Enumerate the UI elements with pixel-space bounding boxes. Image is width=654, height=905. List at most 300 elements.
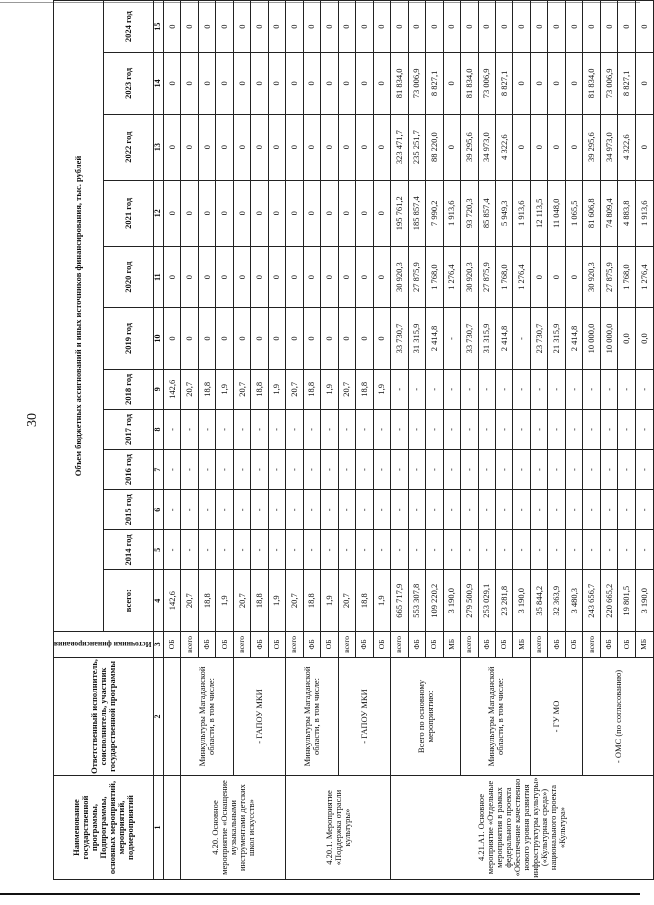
funding-source-cell: ОБ [426, 631, 443, 657]
year-value-cell: 18,8 [198, 369, 215, 409]
year-value-cell: - [198, 450, 215, 490]
executor-cell: - ОМС (по согласованию) [583, 657, 653, 775]
year-value-cell: - [443, 490, 460, 530]
year-value-cell: 33 730,7 [391, 308, 408, 369]
col-header-year: 2015 год [104, 490, 154, 530]
table-row [391, 1, 408, 880]
year-value-cell: - [600, 450, 617, 490]
year-value-cell: 12 113,5 [530, 180, 547, 246]
year-value-cell: - [321, 530, 338, 570]
year-value-cell: 0 [356, 180, 373, 246]
year-value-cell: - [251, 490, 268, 530]
year-value-cell: - [303, 409, 320, 449]
year-value-cell: - [233, 450, 250, 490]
total-value-cell: 243 656,7 [583, 570, 600, 631]
year-value-cell: 31 315,9 [478, 308, 495, 369]
year-value-cell: 0 [181, 180, 198, 246]
year-value-cell: 27 875,9 [408, 246, 425, 307]
total-value-cell: 3 190,0 [513, 570, 530, 631]
funding-source-cell: ФБ [478, 631, 495, 657]
year-value-cell: 1 276,4 [443, 246, 460, 307]
col-header-year: 2014 год [104, 530, 154, 570]
funding-source-cell: всего [286, 631, 303, 657]
col-header-year: 2019 год [104, 308, 154, 369]
year-value-cell: 0 [530, 1, 547, 53]
total-value-cell: 3 190,0 [635, 570, 653, 631]
year-value-cell: 31 315,9 [408, 308, 425, 369]
year-value-cell: 0 [198, 1, 215, 53]
total-value-cell: 3 190,0 [443, 570, 460, 631]
year-value-cell: 0 [303, 180, 320, 246]
total-value-cell: 20,7 [338, 570, 355, 631]
year-value-cell: - [565, 490, 582, 530]
executor-cell: Минкультуры Магаданской области, в том числе: [461, 657, 531, 775]
total-value-cell: 20,7 [181, 570, 198, 631]
year-value-cell: 20,7 [338, 369, 355, 409]
year-value-cell: 0 [303, 246, 320, 307]
year-value-cell: - [321, 490, 338, 530]
year-value-cell: 0 [635, 53, 653, 114]
year-value-cell: - [356, 530, 373, 570]
year-value-cell: 0 [216, 308, 233, 369]
year-value-cell: 0 [321, 114, 338, 180]
funding-source-cell: ФБ [600, 631, 617, 657]
table-row [286, 1, 303, 880]
year-value-cell: 39 295,6 [461, 114, 478, 180]
year-value-cell: - [408, 369, 425, 409]
year-value-cell: 0 [373, 246, 390, 307]
year-value-cell: 0 [565, 1, 582, 53]
year-value-cell: - [216, 530, 233, 570]
year-value-cell: 0 [478, 1, 495, 53]
year-value-cell: 0 [181, 114, 198, 180]
year-value-cell: 0 [286, 53, 303, 114]
year-value-cell: 0 [216, 114, 233, 180]
year-value-cell: 0 [303, 1, 320, 53]
year-value-cell: 0 [216, 180, 233, 246]
executor-cell: Минкультуры Магаданской области, в том числе: [286, 657, 338, 775]
year-value-cell: - [618, 450, 635, 490]
year-value-cell: - [496, 409, 513, 449]
year-value-cell: 93 720,3 [461, 180, 478, 246]
year-value-cell: - [635, 369, 653, 409]
col-index-cell: 8 [154, 409, 163, 449]
funding-source-cell: ОБ [216, 631, 233, 657]
year-value-cell: 185 857,4 [408, 180, 425, 246]
year-value-cell: - [198, 490, 215, 530]
year-value-cell: 4 322,6 [618, 114, 635, 180]
bottom-border-line [0, 893, 640, 895]
year-value-cell: - [496, 450, 513, 490]
year-value-cell: 20,7 [233, 369, 250, 409]
year-value-cell: - [286, 490, 303, 530]
year-value-cell: - [618, 530, 635, 570]
year-value-cell: - [496, 530, 513, 570]
funding-source-cell: МБ [635, 631, 653, 657]
funding-source-cell: ОБ [321, 631, 338, 657]
year-value-cell: 0 [303, 53, 320, 114]
col-index-cell: 12 [154, 180, 163, 246]
col-header-source-text: Источники финансирования [54, 640, 152, 650]
year-value-cell: 0 [338, 246, 355, 307]
year-value-cell: 1 913,6 [443, 180, 460, 246]
year-value-cell: 0 [548, 1, 565, 53]
year-value-cell: - [251, 409, 268, 449]
table-row [163, 1, 180, 880]
year-value-cell: - [496, 369, 513, 409]
year-value-cell: 0 [356, 53, 373, 114]
total-value-cell: 553 307,8 [408, 570, 425, 631]
year-value-cell: 0 [198, 114, 215, 180]
year-value-cell: - [461, 409, 478, 449]
executor-cell: - ГАПОУ МКИ [233, 657, 285, 775]
year-value-cell: 8 827,1 [618, 53, 635, 114]
year-value-cell: 0 [163, 114, 180, 180]
col-index-cell: 5 [154, 530, 163, 570]
year-value-cell: 1,9 [268, 369, 285, 409]
year-value-cell: - [618, 369, 635, 409]
year-value-cell: 81 834,0 [461, 53, 478, 114]
funding-source-cell: всего [583, 631, 600, 657]
total-value-cell: 35 844,2 [530, 570, 547, 631]
year-value-cell: - [530, 450, 547, 490]
year-value-cell: 74 809,4 [600, 180, 617, 246]
col-header-year: 2024 год [104, 1, 154, 53]
year-value-cell: - [478, 369, 495, 409]
year-value-cell: - [548, 369, 565, 409]
year-value-cell: 0 [233, 308, 250, 369]
year-value-cell: 0 [356, 246, 373, 307]
year-value-cell: - [443, 409, 460, 449]
year-value-cell: 0 [565, 53, 582, 114]
year-value-cell: - [426, 490, 443, 530]
year-value-cell: 142,6 [163, 369, 180, 409]
year-value-cell: - [478, 490, 495, 530]
table-row [530, 1, 547, 880]
year-value-cell: 2 414,8 [496, 308, 513, 369]
funding-source-cell: всего [233, 631, 250, 657]
year-value-cell: - [618, 409, 635, 449]
funding-source-cell: ФБ [251, 631, 268, 657]
col-index-cell: 14 [154, 53, 163, 114]
year-value-cell: 0 [321, 1, 338, 53]
financing-table [53, 0, 654, 880]
col-index-cell: 4 [154, 570, 163, 631]
funding-source-cell: ФБ [356, 631, 373, 657]
year-value-cell: 0 [338, 180, 355, 246]
year-value-cell: - [635, 490, 653, 530]
year-value-cell: 0 [443, 1, 460, 53]
year-value-cell: 73 006,9 [408, 53, 425, 114]
program-name-cell: 4.20. Основное мероприятие «Оснащение музыкальными инструментами детских школ искусств» [181, 776, 286, 880]
year-value-cell: 0 [373, 1, 390, 53]
year-value-cell: 0 [198, 53, 215, 114]
year-value-cell: 0 [356, 1, 373, 53]
year-value-cell: - [513, 450, 530, 490]
total-value-cell: 253 029,1 [478, 570, 495, 631]
total-value-cell: 32 363,9 [548, 570, 565, 631]
year-value-cell: 0 [513, 1, 530, 53]
year-value-cell: - [478, 409, 495, 449]
col-header-total: всего: [104, 570, 154, 631]
year-value-cell: 0 [565, 246, 582, 307]
year-value-cell: - [426, 450, 443, 490]
year-value-cell: - [181, 490, 198, 530]
year-value-cell: 0 [321, 180, 338, 246]
year-value-cell: - [583, 450, 600, 490]
funding-source-cell: ФБ [303, 631, 320, 657]
total-value-cell: 1,9 [216, 570, 233, 631]
year-value-cell: - [356, 409, 373, 449]
executor-cell [163, 657, 180, 775]
year-value-cell: - [268, 490, 285, 530]
year-value-cell: 81 606,8 [583, 180, 600, 246]
year-value-cell: 0 [338, 1, 355, 53]
year-value-cell: 0 [216, 246, 233, 307]
table-head [54, 1, 164, 880]
col-index-cell: 10 [154, 308, 163, 369]
year-value-cell: - [321, 450, 338, 490]
page-number: 30 [25, 413, 40, 427]
year-value-cell: 0 [233, 246, 250, 307]
year-value-cell: - [443, 308, 460, 369]
col-index-cell: 13 [154, 114, 163, 180]
year-value-cell: 1 768,0 [426, 246, 443, 307]
funding-source-cell: МБ [513, 631, 530, 657]
year-value-cell: - [443, 450, 460, 490]
year-value-cell: 323 471,7 [391, 114, 408, 180]
total-value-cell: 1,9 [321, 570, 338, 631]
executor-cell: - ГАПОУ МКИ [338, 657, 390, 775]
year-value-cell: 0 [496, 1, 513, 53]
year-value-cell: - [181, 409, 198, 449]
col-header-volume: Объем бюджетных ассигнований и иных источников финансирования, тыс. рублей [54, 1, 104, 632]
year-value-cell: 0 [286, 114, 303, 180]
year-value-cell: - [530, 530, 547, 570]
col-index-cell: 9 [154, 369, 163, 409]
year-value-cell: - [426, 530, 443, 570]
year-value-cell: - [600, 490, 617, 530]
year-value-cell: - [583, 530, 600, 570]
year-value-cell: 34 973,0 [600, 114, 617, 180]
year-value-cell: - [635, 450, 653, 490]
col-index-cell: 2 [154, 657, 163, 775]
year-value-cell: - [408, 530, 425, 570]
year-value-cell: 0 [251, 308, 268, 369]
total-value-cell: 279 500,9 [461, 570, 478, 631]
year-value-cell: 0 [373, 114, 390, 180]
year-value-cell: - [513, 409, 530, 449]
year-value-cell: 0 [548, 53, 565, 114]
funding-source-cell: МБ [443, 631, 460, 657]
year-value-cell: 0 [530, 246, 547, 307]
year-value-cell: - [356, 450, 373, 490]
year-value-cell: 10 000,0 [583, 308, 600, 369]
year-value-cell: 0 [163, 246, 180, 307]
year-value-cell: 0 [426, 1, 443, 53]
funding-source-cell: ФБ [408, 631, 425, 657]
year-value-cell: 0 [443, 114, 460, 180]
year-value-cell: 0 [530, 53, 547, 114]
executor-cell: - ГУ МО [530, 657, 582, 775]
total-value-cell: 18,8 [198, 570, 215, 631]
year-value-cell: 0 [303, 114, 320, 180]
year-value-cell: - [251, 530, 268, 570]
year-value-cell: - [583, 409, 600, 449]
funding-source-cell: всего [391, 631, 408, 657]
year-value-cell: 0 [530, 114, 547, 180]
year-value-cell: 0 [198, 246, 215, 307]
year-value-cell: 0 [600, 1, 617, 53]
year-value-cell: 0 [163, 308, 180, 369]
funding-source-cell: ОБ [565, 631, 582, 657]
year-value-cell: - [233, 530, 250, 570]
total-value-cell: 665 717,9 [391, 570, 408, 631]
year-value-cell: 30 920,3 [391, 246, 408, 307]
year-value-cell: 0 [268, 1, 285, 53]
year-value-cell: 7 990,2 [426, 180, 443, 246]
year-value-cell: 0 [443, 53, 460, 114]
year-value-cell: 1 913,6 [635, 180, 653, 246]
year-value-cell: - [268, 409, 285, 449]
year-value-cell: - [513, 530, 530, 570]
year-value-cell: 20,7 [181, 369, 198, 409]
year-value-cell: 0 [408, 1, 425, 53]
year-value-cell: 0 [198, 180, 215, 246]
year-value-cell: - [548, 450, 565, 490]
year-value-cell: - [163, 450, 180, 490]
year-value-cell: 0 [233, 53, 250, 114]
year-value-cell: - [233, 490, 250, 530]
year-value-cell: 0 [548, 114, 565, 180]
year-value-cell: 0 [233, 114, 250, 180]
year-value-cell: 21 315,9 [548, 308, 565, 369]
year-value-cell: - [565, 450, 582, 490]
year-value-cell: - [338, 409, 355, 449]
year-value-cell: - [338, 490, 355, 530]
year-value-cell: 11 048,0 [548, 180, 565, 246]
year-value-cell: - [548, 409, 565, 449]
year-value-cell: 0 [373, 308, 390, 369]
col-header-name: Наименование государственной программы, Подпрограммы, основных мероприятий, мероприятий, подмероприятий [54, 776, 154, 880]
year-value-cell: 81 834,0 [391, 53, 408, 114]
program-name-cell [163, 776, 180, 880]
year-value-cell: 1,9 [216, 369, 233, 409]
col-header-year: 2021 год [104, 180, 154, 246]
year-value-cell: 0 [635, 114, 653, 180]
col-header-year: 2016 год [104, 450, 154, 490]
year-value-cell: - [426, 369, 443, 409]
year-value-cell: 0 [321, 53, 338, 114]
year-value-cell: - [286, 409, 303, 449]
year-value-cell: - [443, 530, 460, 570]
year-value-cell: 0 [548, 246, 565, 307]
year-value-cell: 0 [338, 308, 355, 369]
year-value-cell: 1 276,4 [513, 246, 530, 307]
year-value-cell: - [391, 490, 408, 530]
col-header-year: 2017 год [104, 409, 154, 449]
col-header-year: 2023 год [104, 53, 154, 114]
year-value-cell: 0 [391, 1, 408, 53]
year-value-cell: 1 768,0 [496, 246, 513, 307]
total-value-cell: 23 281,8 [496, 570, 513, 631]
total-value-cell: 220 665,2 [600, 570, 617, 631]
year-value-cell: 0 [583, 1, 600, 53]
year-value-cell: 0 [251, 114, 268, 180]
year-value-cell: 0 [251, 180, 268, 246]
funding-source-cell: ОБ [268, 631, 285, 657]
year-value-cell: 0 [303, 308, 320, 369]
program-name-cell: 4.21.А1. Основное мероприятие «Отдельные мероприятия в рамках федерального проекта «Обеспечение качественно нового уровня развития инфраструктуры культуры» («Культурная среда») национального проекта «Культура» [391, 776, 653, 880]
funding-source-cell: всего [181, 631, 198, 657]
year-value-cell: 1 913,6 [513, 180, 530, 246]
year-value-cell: - [565, 530, 582, 570]
year-value-cell: - [513, 369, 530, 409]
year-value-cell: - [373, 450, 390, 490]
year-value-cell: - [635, 409, 653, 449]
year-value-cell: 0 [181, 246, 198, 307]
year-value-cell: - [338, 530, 355, 570]
year-value-cell: 0 [356, 308, 373, 369]
year-value-cell: - [216, 409, 233, 449]
total-value-cell: 19 801,5 [618, 570, 635, 631]
year-value-cell: 0 [251, 1, 268, 53]
year-value-cell: - [600, 369, 617, 409]
year-value-cell: 0 [513, 53, 530, 114]
total-value-cell: 20,7 [286, 570, 303, 631]
total-value-cell: 3 480,3 [565, 570, 582, 631]
col-index-cell: 11 [154, 246, 163, 307]
year-value-cell: 88 220,0 [426, 114, 443, 180]
total-value-cell: 18,8 [303, 570, 320, 631]
table-row [233, 1, 250, 880]
year-value-cell: 0 [286, 180, 303, 246]
year-value-cell: 39 295,6 [583, 114, 600, 180]
year-value-cell: - [408, 490, 425, 530]
table-row [461, 1, 478, 880]
col-index-cell: 15 [154, 1, 163, 53]
col-header-year: 2020 год [104, 246, 154, 307]
year-value-cell: 27 875,9 [600, 246, 617, 307]
year-value-cell: - [548, 530, 565, 570]
year-value-cell: 34 973,0 [478, 114, 495, 180]
year-value-cell: 2 414,8 [426, 308, 443, 369]
table-row [338, 1, 355, 880]
year-value-cell: 0 [251, 53, 268, 114]
year-value-cell: - [408, 450, 425, 490]
year-value-cell: 23 730,7 [530, 308, 547, 369]
funding-source-cell: ФБ [548, 631, 565, 657]
year-value-cell: - [408, 409, 425, 449]
total-value-cell: 142,6 [163, 570, 180, 631]
year-value-cell: 18,8 [356, 369, 373, 409]
year-value-cell: - [391, 409, 408, 449]
year-value-cell: - [565, 369, 582, 409]
year-value-cell: - [216, 490, 233, 530]
year-value-cell: - [198, 530, 215, 570]
year-value-cell: - [461, 450, 478, 490]
year-value-cell: - [565, 409, 582, 449]
year-value-cell: - [513, 308, 530, 369]
col-index-cell: 7 [154, 450, 163, 490]
year-value-cell: - [583, 369, 600, 409]
year-value-cell: 0 [513, 114, 530, 180]
header-row-1 [54, 1, 104, 880]
year-value-cell: 0,0 [618, 308, 635, 369]
year-value-cell: - [163, 490, 180, 530]
year-value-cell: 1 276,4 [635, 246, 653, 307]
year-value-cell: - [251, 450, 268, 490]
